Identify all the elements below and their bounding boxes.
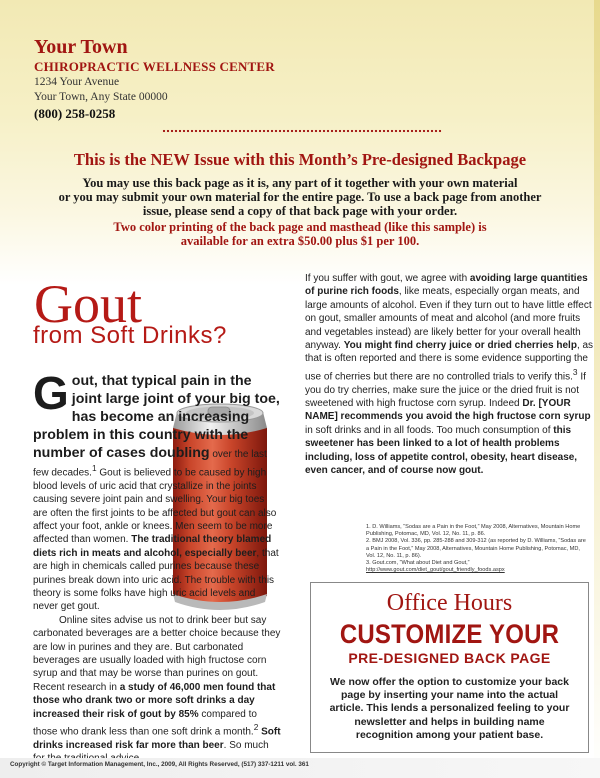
reference-3-text: 3. Gout.com, “What about Diet and Gout,” (366, 560, 470, 567)
town-name: Your Town (34, 36, 128, 58)
reference-3 (366, 560, 586, 574)
footnote-ref-2: 2 (253, 722, 259, 733)
phone-number: (800) 258-0258 (34, 106, 116, 121)
right-g: Dr. [YOUR NAME] recommends you avoid the high fructose corn syrup (305, 397, 591, 423)
para2-a: Online sites advise us not to drink beer but say carbonated beverages are a better choice because they are low in purines and they are. But carbonated beverages are usually loaded with high fructose corn syrup and that may be worse than purines on gout. Recent research in (33, 614, 281, 693)
customize-subheadline: PRE-DESIGNED BACK PAGE (348, 650, 551, 666)
drop-cap: G (33, 367, 69, 419)
article-subtitle: from Soft Drinks? (33, 322, 227, 349)
notice-offer (14, 220, 586, 248)
right-i: this sweetener has been linked to a lot of health problems including, loss of appetite control, obesity, heart disease, even cancer, and of course now gout. (305, 424, 578, 477)
reference-3-link[interactable]: http://www.gout.com/diet_gout/gout_friendly_foods.aspx (366, 567, 505, 574)
notice-body-line-1: You may use this back page as it is, any part of it together with your own material (82, 176, 518, 190)
notice-body-line-2: or you may submit your own material for the entire page. To use a back page from another (58, 190, 542, 204)
article-right-column (305, 272, 595, 477)
lead-tail: over the last few decades. (33, 449, 267, 479)
para2-f: . So much (223, 739, 269, 751)
notice-body-line-3: issue, please send a copy of that back page with your order. (142, 204, 458, 218)
address-line-1: 1234 Your Avenue (34, 76, 120, 88)
clinic-name: CHIROPRACTIC WELLNESS CENTER (34, 59, 275, 74)
para2-c: compared to those who drank less than one soft drink a month. (33, 708, 257, 738)
customize-headline: CUSTOMIZE YOUR (339, 619, 560, 650)
para2-e: Soft drinks increased risk far more than beer (33, 726, 281, 751)
para1-a: Gout is believed to be caused by high blood levels of uric acid that crystallize in the joints causing severe joint pain and swelling. Your big toes are often the first joints to be affected but gout can also affect your foot, ankle or knees. Men seem to be more affected than women. (33, 467, 277, 546)
notice-offer-line-2: available for an extra $50.00 plus $1 per 100. (180, 234, 420, 248)
masthead-address-block (34, 36, 275, 123)
right-b: avoiding large quantities of purine rich foods (305, 273, 588, 298)
address-line-2: Your Town, Any State 00000 (34, 91, 168, 103)
para1-c: , that are high in chemicals called purines because these purines break down into uric acid. The trouble with this theory is some folks have high uric acid levels and never get gout. (33, 547, 279, 613)
right-h: in soft drinks and in all foods. Too much consumption of (305, 424, 554, 436)
notice-headline: This is the NEW Issue with this Month’s Pre-designed Backpage (73, 150, 527, 169)
para1-b: The traditional theory blamed diets rich in meats and alcohol, especially beer (33, 534, 272, 559)
right-e: , as that is often reported and there is some evidence supporting the use of cherries but there are no controlled trials to verify this. (305, 340, 594, 383)
reference-2: 2. BMJ 2008, Vol. 336, pp. 285-288 and 309-312 (as reported by D. Williams, “Sodas are a Pain in the Foot,” May 2008, Alternatives, Mountain Home Publishing, Potomac, MD, Vol. 12, No. 11, p. 86). (366, 538, 586, 559)
reference-1: 1. D. Williams, “Sodas are a Pain in the Foot,” May 2008, Alternatives, Mountain Home Publishing, Potomac, MD, Vol. 12, No. 11, p. 86. (366, 524, 581, 538)
dotted-divider (162, 129, 442, 133)
article-paragraph-2 (33, 614, 281, 766)
customize-body: We now offer the option to customize your back page by inserting your name into the actual article. This lends a personalized feeling to your newsletter and helps in building name recognition among your patient base. (329, 676, 570, 741)
article-title: Gout (34, 274, 142, 334)
copyright-text: Copyright © Target Information Management, Inc., 2009, All Rights Reserved, (517) 337-1211 vol. 361 (10, 761, 309, 768)
office-hours-box (310, 582, 589, 753)
article-lead-paragraph (33, 367, 281, 614)
footnote-ref-3: 3 (572, 366, 578, 377)
office-hours-title: Office Hours (386, 590, 513, 616)
footer (0, 758, 600, 778)
notice-offer-line-1: Two color printing of the back page and masthead (like this sample) is (113, 220, 487, 234)
right-c: , like meats, especially organ meats, and large amounts of alcohol. Even if they turn out to have little effect on gout, smaller amounts of meat and alcohol (and more fruits and vegetables instead) are likely better for your overall health anyway. (305, 286, 592, 352)
article-left-column (33, 367, 281, 766)
right-a: If you suffer with gout, we agree with (305, 273, 470, 284)
right-f: If you do try cherries, make sure the juice or the dried fruit is not sweetened with high fructose corn syrup. Indeed (305, 371, 586, 409)
para2-b: a study of 46,000 men found that those who drank two or more soft drinks a day increased their risk of gout by 85% (33, 681, 276, 720)
footnote-ref-1: 1 (91, 463, 97, 473)
references (366, 524, 586, 574)
right-d: You might find cherry juice or dried cherries help (343, 340, 577, 352)
article-right-paragraph (305, 272, 595, 477)
notice-body (14, 176, 586, 218)
lead-text: out, that typical pain in the joint large joint of your big toe, has become an increasing problem in this country with the number of cases doubling (33, 373, 280, 461)
